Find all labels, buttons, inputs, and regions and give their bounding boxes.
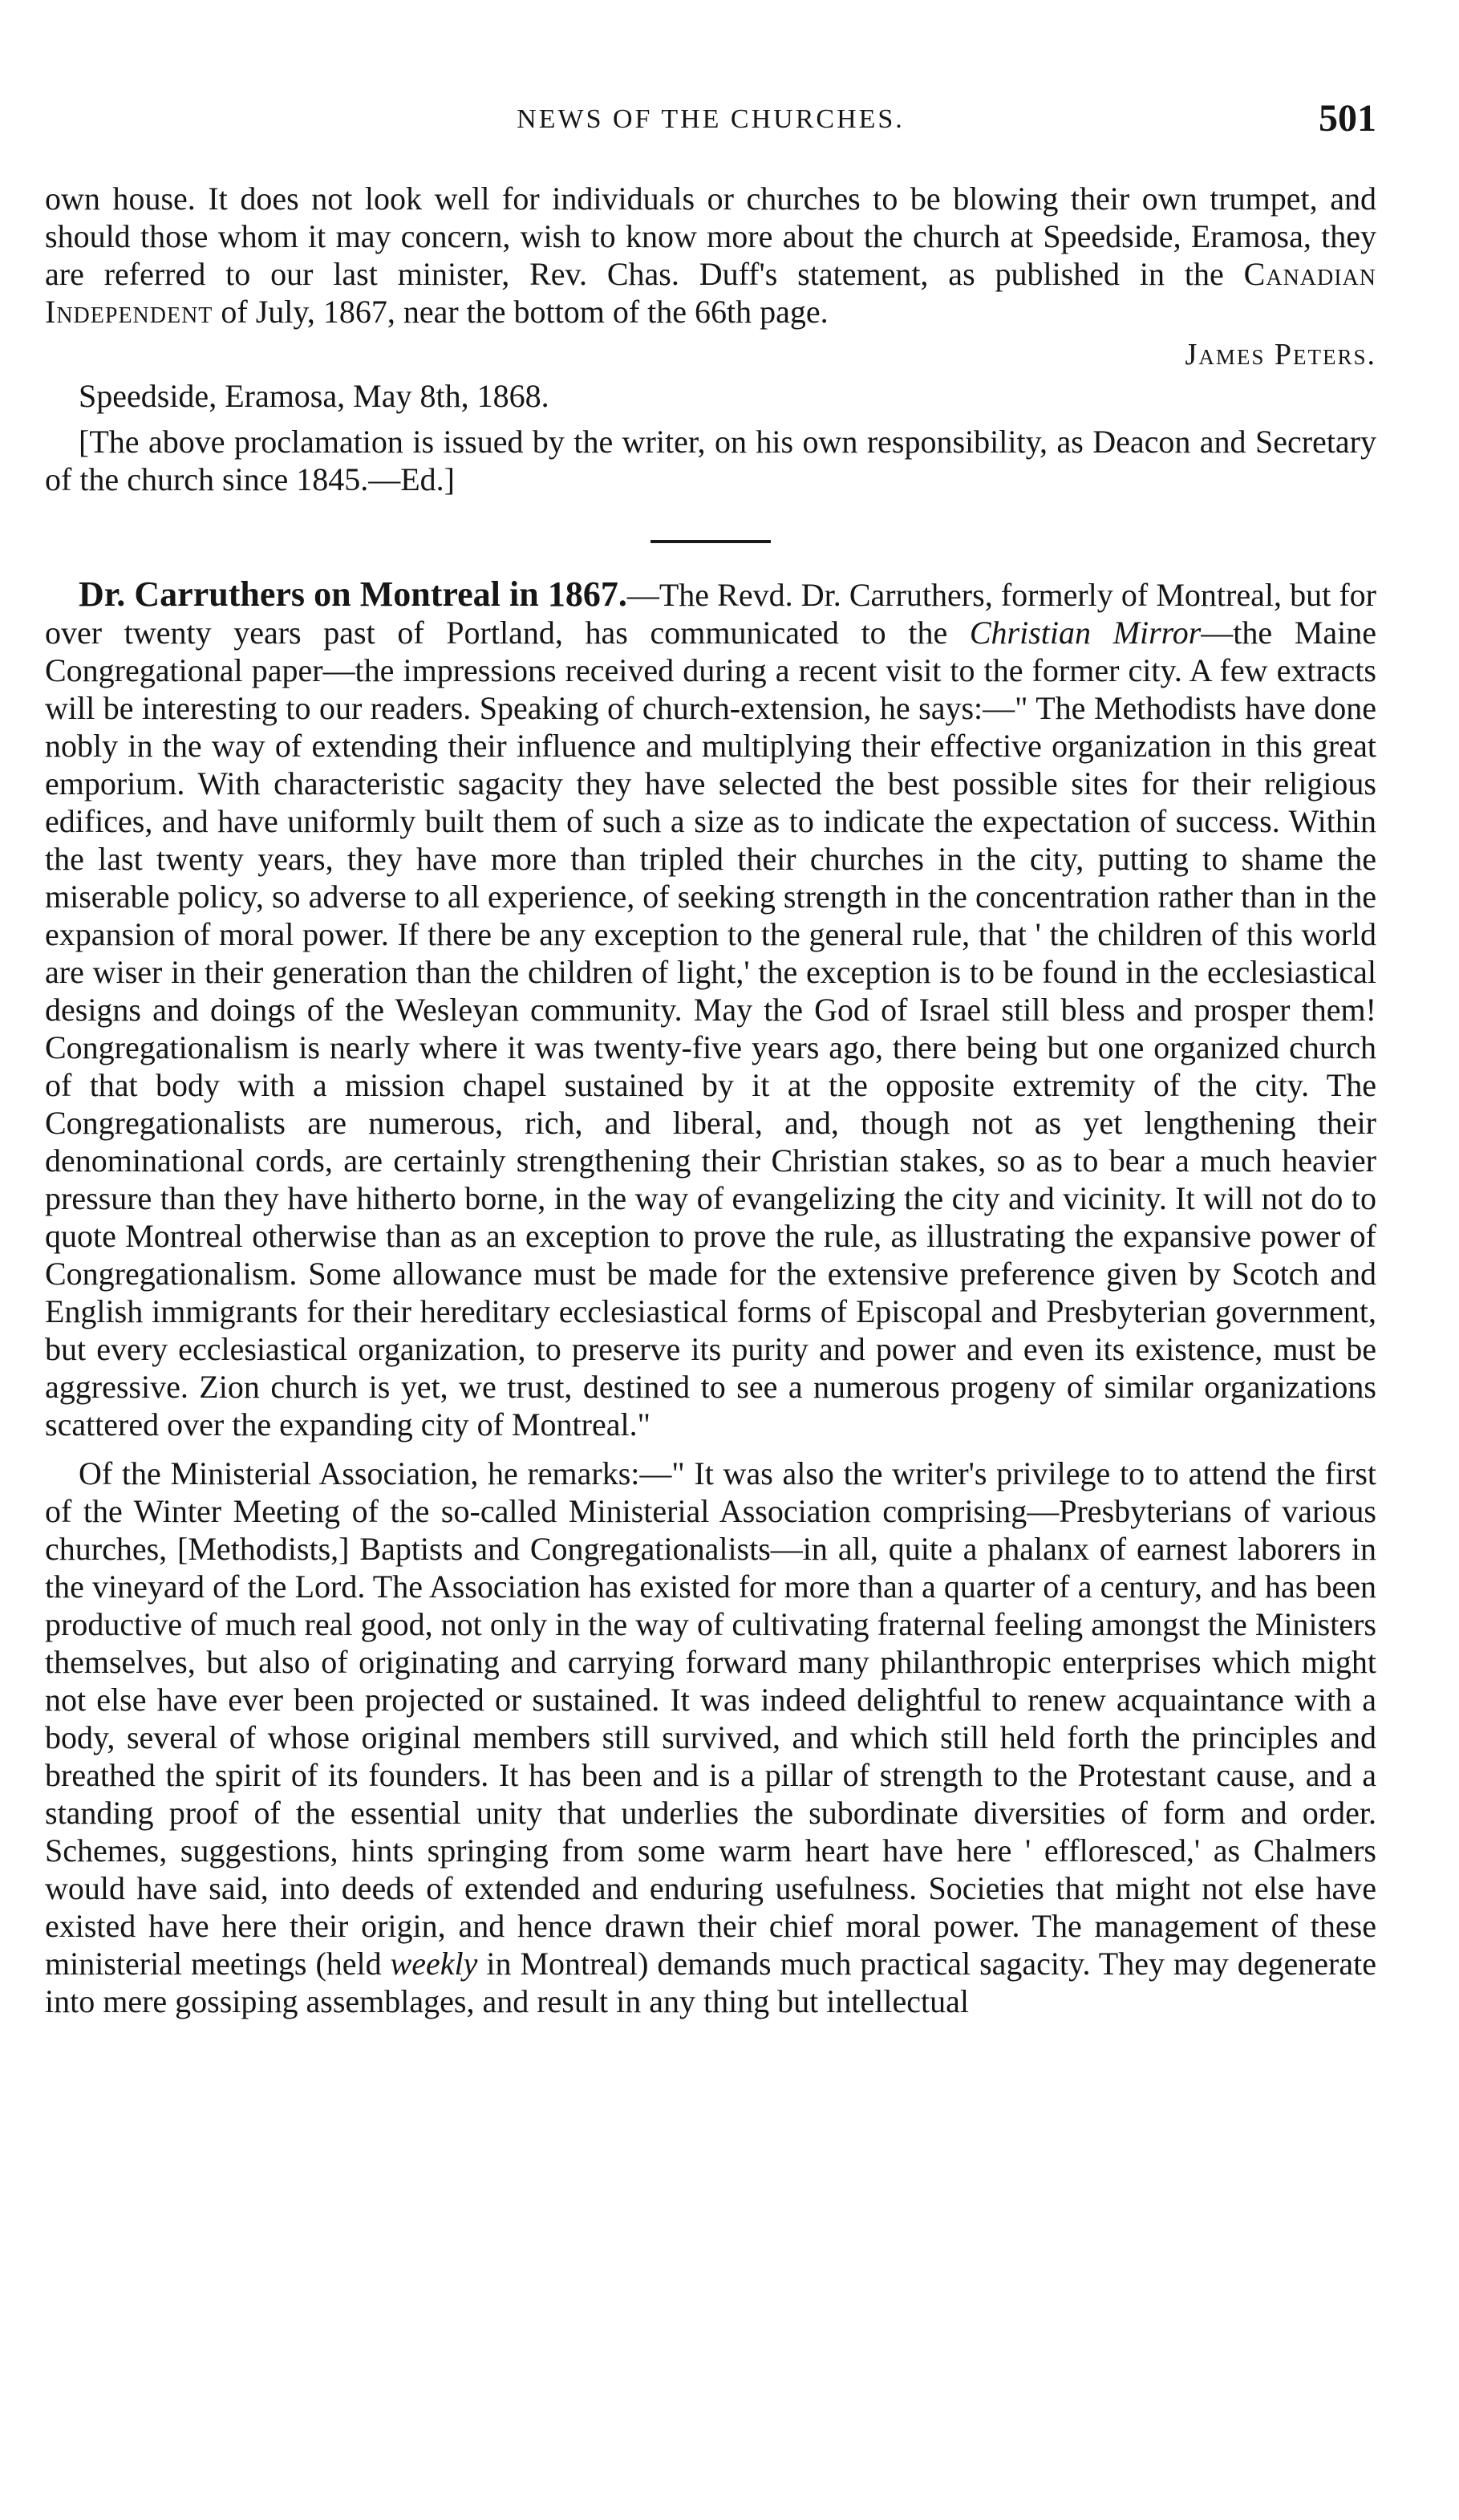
- article-p1-text-a: —The Revd. Dr. Carruthers, formerly of Montreal, but for over twenty years past of Portland, has communicated to the: [45, 577, 1376, 651]
- running-head: [45, 96, 1376, 152]
- emphasized-word: weekly: [390, 1946, 478, 1982]
- article-p1-text-b: —the Maine Congregational paper—the impressions received during a recent visit to the former city. A few extracts will be interesting to our readers. Speaking of church-extension, he says:—" The Methodists have done nobly in the way of extending their influence and multiplying their effective organization in this great emporium. With characteristic sagacity they have selected the best possible sites for their religious edifices, and have uniformly built them of such a size as to indicate the expectation of success. Within the last twenty years, they have more than tripled their churches in the city, putting to shame the miserable policy, so adverse to all experience, of seeking strength in the concentration rather than in the expansion of moral power. If there be any exception to the general rule, that ' the children of this world are wiser in their generation than the children of light,' the exception is to be found in the ecclesiastical designs and doings of the Wesleyan community. May the God of Israel still bless and prosper them! Congregationalism is nearly where it was twenty-five years ago, there being but one organized church of that body with a mission chapel sustained by it at the opposite extremity of the city. The Congregationalists are numerous, rich, and liberal, and, though not as yet lengthening their denominational cords, are certainly strengthening their Christian stakes, so as to bear a much heavier pressure than they have hitherto borne, in the way of evangelizing the city and vicinity. It will not do to quote Montreal otherwise than as an exception to prove the rule, as illustrating the expansive power of Congregationalism. Some allowance must be made for the extensive preference given by Scotch and English immigrants for their hereditary ecclesiastical forms of Episcopal and Presbyterian government, but every ecclesiastical organization, to preserve its purity and power and even its existence, must be aggressive. Zion church is yet, we trust, destined to see a numerous progeny of similar organizations scattered over the expanding city of Montreal.": [45, 615, 1376, 1443]
- letter-signature: James Peters.: [1185, 338, 1376, 371]
- editor-note: [The above proclamation is issued by the writer, on his own responsibility, as Deacon and Secretary of the church since 1845.—Ed.]: [45, 424, 1376, 497]
- letter-dateline: Speedside, Eramosa, May 8th, 1868.: [79, 378, 549, 414]
- letter-closing-text-end: of July, 1867, near the bottom of the 66th page.: [213, 294, 829, 330]
- page: [45, 96, 1376, 2020]
- article-p2-text-a: Of the Ministerial Association, he remarks:—" It was also the writer's privilege to to attend the first of the Winter Meeting of the so-called Ministerial Association comprising—Presbyterians of various churches, [Methodists,] Baptists and Congregationalists—in all, quite a phalanx of earnest laborers in the vineyard of the Lord. The Association has existed for more than a quarter of a century, and has been productive of much real good, not only in the way of cultivating fraternal feeling amongst the Ministers themselves, but also of originating and carrying forward many philanthropic enterprises which might not else have ever been projected or sustained. It was indeed delightful to renew acquaintance with a body, several of whose original members still survived, and which still held forth the principles and breathed the spirit of its founders. It has been and is a pillar of strength to the Protestant cause, and a standing proof of the essential unity that underlies the subordinate diversities of form and order. Schemes, suggestions, hints springing from some warm heart have here ' effloresced,' as Chalmers would have said, into deeds of extended and enduring usefulness. Societies that might not else have existed have here their origin, and hence drawn their chief moral power. The management of these ministerial meetings (held: [45, 1455, 1376, 1982]
- article-paragraph-1: [45, 575, 1376, 1443]
- article-title: Dr. Carruthers on Montreal in 1867.: [79, 574, 627, 614]
- running-title: NEWS OF THE CHURCHES.: [517, 104, 905, 134]
- page-number: 501: [1319, 97, 1376, 140]
- letter-closing-text: own house. It does not look well for individuals or churches to be blowing their own trumpet, and should those whom it may concern, wish to know more about the church at Speedside, Eramosa, they are referred to our last minister, Rev. Chas. Duff's statement, as published in the: [45, 181, 1376, 292]
- article-p2-text-b: in Montreal) demands much practical sagacity. They may degenerate into mere gossiping assemblages, and result in any thing but intellectual: [45, 1946, 1376, 2019]
- publication-name: Canadian Independent: [45, 256, 1376, 330]
- letter-closing-paragraph: [45, 180, 1376, 331]
- section-divider: [650, 540, 771, 543]
- periodical-name: Christian Mirror: [969, 615, 1202, 651]
- article-paragraph-2: [45, 1455, 1376, 2020]
